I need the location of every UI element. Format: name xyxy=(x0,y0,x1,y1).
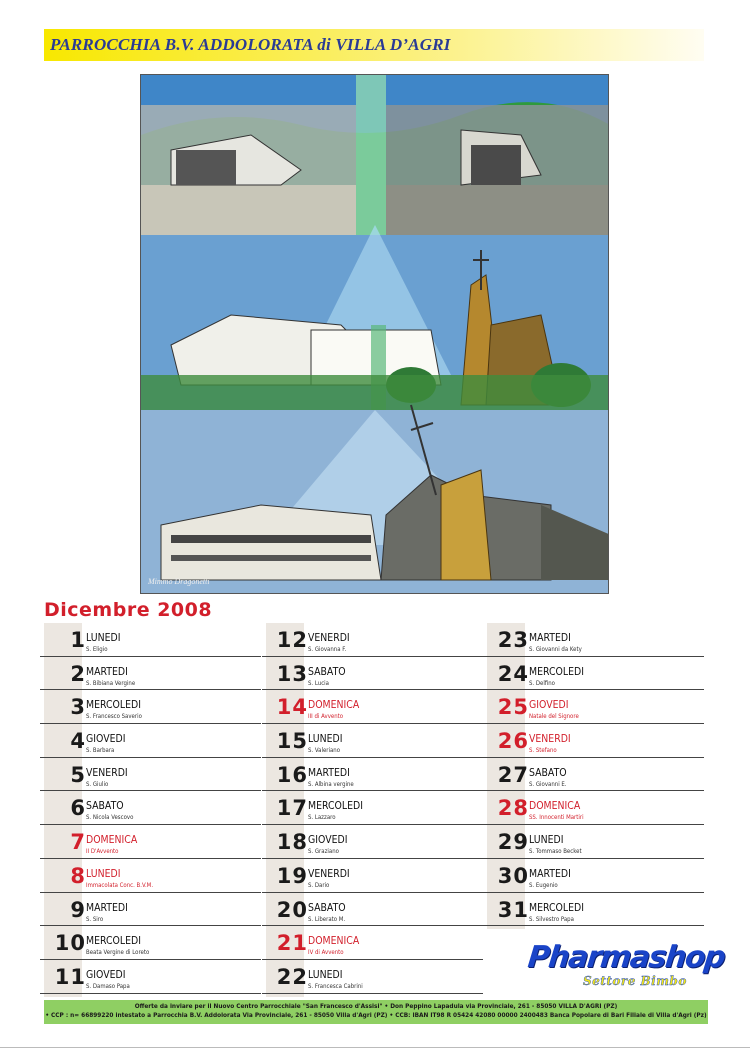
saint-name: S. Graziano xyxy=(308,848,339,856)
weekday-name: GIOVEDI xyxy=(86,967,126,981)
day-number: 31 xyxy=(497,897,529,922)
weekday-name: GIOVEDI xyxy=(308,833,348,847)
day-number: 15 xyxy=(276,729,308,754)
church-artwork xyxy=(140,74,609,594)
calendar-day-row xyxy=(262,791,483,825)
weekday-name: MERCOLEDI xyxy=(308,799,363,813)
calendar-day-row xyxy=(262,825,483,859)
calendar-day-row xyxy=(262,893,483,927)
saint-name: S. Giovanni da Kety xyxy=(529,646,582,653)
saint-name: S. Giulio xyxy=(86,780,109,788)
calendar-day-row xyxy=(262,690,483,724)
saint-name: III di Avvento xyxy=(308,713,344,721)
weekday-name: VENERDI xyxy=(308,866,350,880)
weekday-name: LUNEDI xyxy=(308,967,343,981)
saint-name: S. Francesco Saverio xyxy=(86,713,142,721)
calendar-day-row xyxy=(40,623,261,657)
saint-name: S. Delfino xyxy=(529,679,555,687)
calendar-day-row xyxy=(40,893,261,927)
saint-name: S. Stefano xyxy=(529,747,557,755)
calendar-day-row xyxy=(262,758,483,792)
saint-name: S. Francesca Cabrini xyxy=(308,982,363,990)
saint-name: S. Siro xyxy=(86,915,104,923)
weekday-name: LUNEDI xyxy=(86,866,121,880)
day-number: 3 xyxy=(70,695,86,720)
saint-name: S. Eugenio xyxy=(529,881,558,889)
weekday-name: DOMENICA xyxy=(308,698,360,712)
day-number: 30 xyxy=(497,863,529,888)
calendar-day-row xyxy=(483,859,704,893)
calendar-day-row xyxy=(483,893,704,927)
calendar-day-row xyxy=(40,724,261,758)
calendar-day-row xyxy=(40,758,261,792)
calendar-day-row xyxy=(40,657,261,691)
calendar-day-row xyxy=(40,791,261,825)
weekday-name: DOMENICA xyxy=(308,934,360,948)
saint-name: S. Dario xyxy=(308,881,330,889)
day-number: 12 xyxy=(276,628,308,652)
saint-name: S. Giovanni E. xyxy=(529,780,567,788)
saint-name: S. Giovanna F. xyxy=(308,646,347,653)
donation-footer xyxy=(44,1000,708,1024)
weekday-name: SABATO xyxy=(308,900,346,914)
day-number: 24 xyxy=(497,661,529,686)
weekday-name: SABATO xyxy=(308,664,346,678)
sponsor-name: Pharmashop xyxy=(526,940,727,975)
day-number: 11 xyxy=(54,964,86,989)
calendar-day-row xyxy=(483,724,704,758)
day-number: 18 xyxy=(276,830,308,855)
weekday-name: MERCOLEDI xyxy=(86,698,141,712)
month-title: Dicembre 2008 xyxy=(44,599,213,621)
saint-name: S. Lucia xyxy=(308,679,329,687)
saint-name: IV di Avvento xyxy=(308,949,344,957)
weekday-name: LUNEDI xyxy=(308,732,343,746)
calendar-day-row xyxy=(483,657,704,691)
day-number: 1 xyxy=(70,628,86,652)
day-number: 9 xyxy=(70,897,86,922)
calendar-day-row xyxy=(483,825,704,859)
calendar-day-row xyxy=(483,623,704,657)
saint-name: S. Valeriano xyxy=(308,747,341,755)
saint-name: S. Nicola Vescovo xyxy=(86,814,134,822)
footer-line-1: Offerte da inviare per il Nuovo Centro Parrocchiale "San Francesco d'Assisi" • Don Peppino Lapadula via Provinciale, 261 - 85050 VILLA D'AGRI (PZ) xyxy=(134,1004,618,1010)
weekday-name: LUNEDI xyxy=(529,833,564,847)
calendar-day-row xyxy=(40,926,261,960)
artwork-illustration xyxy=(141,75,609,594)
saint-name: S. Barbara xyxy=(86,747,115,755)
day-number: 4 xyxy=(70,729,86,754)
page-title: PARROCCHIA B.V. ADDOLORATA di VILLA D’AGRI xyxy=(50,35,451,54)
day-number: 6 xyxy=(70,796,86,821)
weekday-name: MERCOLEDI xyxy=(529,900,584,914)
calendar-day-row xyxy=(262,724,483,758)
weekday-name: GIOVEDI xyxy=(529,698,569,712)
day-number: 2 xyxy=(70,661,86,686)
weekday-name: MERCOLEDI xyxy=(86,934,141,948)
weekday-name: VENERDI xyxy=(86,765,128,779)
day-number: 22 xyxy=(276,964,308,989)
day-number: 13 xyxy=(276,661,308,686)
calendar-day-row xyxy=(483,758,704,792)
footer-line-2: • CCP : n= 66899220 intestato a Parrocchia B.V. Addolorata Via Provinciale, 261 - 85050 Villa d'Agri (PZ) • CCB: IBAN IT98 R 05424 42080 00000 2400483 Banca Popolare di Bari Filiale di Villa d'Agri (Pz) xyxy=(45,1012,707,1019)
saint-name: S. Eligio xyxy=(86,646,108,653)
day-number: 16 xyxy=(276,762,308,787)
saint-name: SS. Innocenti Martiri xyxy=(529,814,584,822)
day-number: 21 xyxy=(276,931,308,956)
saint-name: S. Lazzaro xyxy=(308,814,336,822)
day-number: 19 xyxy=(276,863,308,888)
calendar-column-2 xyxy=(262,623,483,994)
saint-name: S. Albina vergine xyxy=(308,780,354,788)
saint-name: S. Bibiana Vergine xyxy=(86,679,136,687)
day-number: 27 xyxy=(497,762,529,787)
calendar-column-1 xyxy=(40,623,261,994)
saint-name: S. Liberato M. xyxy=(308,915,346,923)
calendar-day-row xyxy=(262,657,483,691)
saint-name: S. Damaso Papa xyxy=(86,982,130,990)
day-number: 10 xyxy=(54,931,86,956)
weekday-name: MARTEDI xyxy=(86,900,128,914)
weekday-name: MARTEDI xyxy=(529,866,571,880)
calendar-day-row xyxy=(40,859,261,893)
artwork-signature: Mimmo Dragonetti xyxy=(148,577,210,586)
day-number: 7 xyxy=(70,830,86,855)
saint-name: S. Tommaso Becket xyxy=(529,848,582,856)
day-number: 28 xyxy=(497,796,529,821)
weekday-name: SABATO xyxy=(529,765,567,779)
weekday-name: MERCOLEDI xyxy=(529,664,584,678)
saint-name: Beata Vergine di Loreto xyxy=(86,949,150,957)
weekday-name: DOMENICA xyxy=(529,799,581,813)
day-number: 20 xyxy=(276,897,308,922)
weekday-name: MARTEDI xyxy=(86,664,128,678)
saint-name: Natale del Signore xyxy=(529,713,579,721)
calendar-day-row xyxy=(40,960,261,994)
weekday-name: MARTEDI xyxy=(308,765,350,779)
weekday-name: LUNEDI xyxy=(86,631,121,644)
weekday-name: GIOVEDI xyxy=(86,732,126,746)
sponsor-tagline: Settore Bimbo xyxy=(583,974,687,988)
calendar-day-row xyxy=(262,623,483,657)
calendar-day-row xyxy=(262,960,483,994)
weekday-name: MARTEDI xyxy=(529,631,571,644)
day-number: 8 xyxy=(70,863,86,888)
day-number: 26 xyxy=(497,729,529,754)
calendar-column-3 xyxy=(483,623,704,926)
calendar-day-row xyxy=(40,825,261,859)
saint-name: II D'Avvento xyxy=(86,848,119,856)
calendar-day-row xyxy=(40,690,261,724)
weekday-name: DOMENICA xyxy=(86,833,138,847)
day-number: 23 xyxy=(497,628,529,652)
calendar-day-row xyxy=(262,859,483,893)
day-number: 17 xyxy=(276,796,308,821)
weekday-name: VENERDI xyxy=(529,732,571,746)
calendar-day-row xyxy=(483,690,704,724)
calendar-day-row xyxy=(483,791,704,825)
sponsor-logo xyxy=(526,940,727,988)
divider xyxy=(0,1047,750,1048)
weekday-name: VENERDI xyxy=(308,631,350,644)
day-number: 14 xyxy=(276,695,308,720)
calendar-day-row xyxy=(262,926,483,960)
day-number: 25 xyxy=(497,695,529,720)
day-number: 29 xyxy=(497,830,529,855)
weekday-name: SABATO xyxy=(86,799,124,813)
saint-name: Immacolata Conc. B.V.M. xyxy=(86,881,154,889)
saint-name: S. Silvestro Papa xyxy=(529,915,574,923)
day-number: 5 xyxy=(70,762,86,787)
